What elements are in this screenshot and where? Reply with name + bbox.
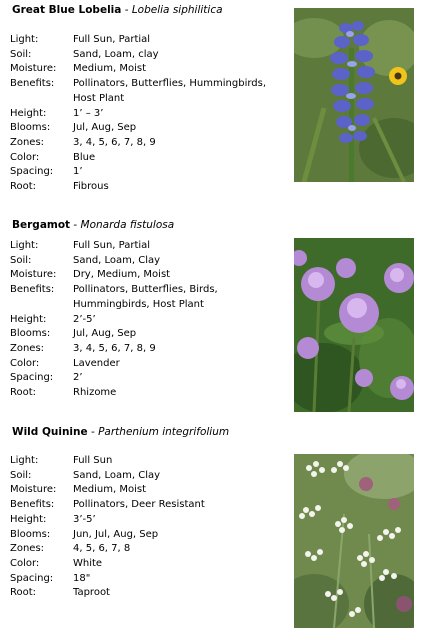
- prop-value: 18": [73, 572, 91, 584]
- title-separator: -: [70, 219, 81, 231]
- prop-spacing: [10, 371, 278, 386]
- prop-value: Fibrous: [73, 181, 109, 193]
- lavender-bergamot-photo: [294, 238, 414, 412]
- prop-light: [10, 33, 278, 48]
- blue-lobelia-photo: [294, 8, 414, 182]
- prop-value: Medium, Moist: [73, 63, 146, 75]
- latin-name: Parthenium integrifolium: [98, 426, 230, 438]
- prop-label: Zones:: [10, 342, 45, 354]
- prop-label: Color:: [10, 151, 40, 163]
- prop-root: [10, 586, 278, 601]
- plant-properties: [10, 33, 278, 195]
- prop-value: 3, 4, 5, 6, 7, 8, 9: [73, 342, 156, 354]
- prop-zones: [10, 342, 278, 357]
- prop-value: 1’: [73, 166, 83, 178]
- prop-label: Height:: [10, 107, 47, 119]
- prop-color: [10, 151, 278, 166]
- prop-blooms: [10, 327, 278, 342]
- prop-color: [10, 557, 278, 572]
- prop-label: Benefits:: [10, 78, 55, 90]
- prop-soil: [10, 469, 278, 484]
- prop-light: [10, 239, 278, 254]
- prop-label: Soil:: [10, 254, 32, 266]
- prop-label: Moisture:: [10, 269, 57, 281]
- prop-benefits: [10, 77, 278, 106]
- prop-value: Full Sun, Partial: [73, 240, 151, 251]
- prop-label: Zones:: [10, 136, 45, 148]
- prop-value: Dry, Medium, Moist: [73, 269, 171, 281]
- prop-spacing: [10, 165, 278, 180]
- prop-label: Blooms:: [10, 122, 51, 134]
- prop-value: Pollinators, Deer Resistant: [73, 499, 205, 511]
- prop-label: Benefits:: [10, 284, 55, 296]
- prop-value: Full Sun: [73, 455, 113, 466]
- prop-label: Light:: [10, 455, 39, 466]
- latin-name: Monarda fistulosa: [80, 219, 175, 231]
- prop-label: Root:: [10, 587, 37, 599]
- prop-label: Moisture:: [10, 63, 57, 75]
- prop-moisture: [10, 62, 278, 77]
- prop-label: Spacing:: [10, 166, 54, 178]
- prop-label: Blooms:: [10, 528, 51, 540]
- prop-label: Root:: [10, 387, 37, 399]
- plant-title: [12, 4, 223, 16]
- prop-label: Root:: [10, 181, 37, 193]
- prop-value: 2’-5’: [73, 313, 96, 325]
- prop-height: [10, 313, 278, 328]
- title-separator: -: [121, 4, 132, 16]
- prop-value: Lavender: [73, 357, 120, 369]
- prop-value: 3’-5’: [73, 513, 96, 525]
- prop-label: Height:: [10, 313, 47, 325]
- prop-spacing: [10, 572, 278, 587]
- common-name: Great Blue Lobelia: [12, 4, 122, 16]
- prop-value: 3, 4, 5, 6, 7, 8, 9: [73, 136, 156, 148]
- prop-value: Blue: [73, 151, 96, 163]
- prop-blooms: [10, 528, 278, 543]
- prop-label: Light:: [10, 240, 39, 251]
- prop-label: Soil:: [10, 48, 32, 60]
- prop-value: Jun, Jul, Aug, Sep: [73, 528, 159, 540]
- prop-label: Soil:: [10, 469, 32, 481]
- prop-value: Full Sun, Partial: [73, 34, 151, 45]
- prop-label: Moisture:: [10, 484, 57, 496]
- prop-value: 4, 5, 6, 7, 8: [73, 543, 131, 555]
- prop-label: Spacing:: [10, 372, 54, 384]
- prop-label: Color:: [10, 357, 40, 369]
- prop-benefits: [10, 498, 278, 513]
- prop-label: Color:: [10, 557, 40, 569]
- prop-benefits: [10, 283, 278, 312]
- prop-light: [10, 454, 278, 469]
- prop-label: Spacing:: [10, 572, 54, 584]
- prop-value: Jul, Aug, Sep: [73, 328, 137, 340]
- prop-height: [10, 107, 278, 122]
- prop-label: Light:: [10, 34, 39, 45]
- plant-title: [12, 219, 174, 231]
- prop-value: Pollinators, Butterflies, Hummingbirds, Host Plant: [73, 78, 267, 104]
- common-name: Wild Quinine: [12, 426, 88, 438]
- plant-properties: [10, 239, 278, 401]
- prop-value: Rhizome: [73, 387, 117, 399]
- prop-moisture: [10, 268, 278, 283]
- prop-soil: [10, 254, 278, 269]
- prop-blooms: [10, 121, 278, 136]
- white-quinine-photo: [294, 454, 414, 628]
- prop-value: Sand, Loam, clay: [73, 48, 159, 60]
- plant-title: [12, 426, 229, 438]
- title-separator: -: [87, 426, 99, 438]
- prop-label: Zones:: [10, 543, 45, 555]
- prop-value: Sand, Loam, Clay: [73, 254, 161, 266]
- prop-height: [10, 513, 278, 528]
- prop-value: Sand, Loam, Clay: [73, 469, 161, 481]
- prop-value: Pollinators, Butterflies, Birds, Hummingbirds, Host Plant: [73, 284, 218, 310]
- prop-value: 1’ – 3’: [73, 107, 104, 119]
- latin-name: Lobelia siphilitica: [131, 4, 223, 16]
- prop-value: White: [73, 557, 103, 569]
- prop-label: Height:: [10, 513, 47, 525]
- prop-color: [10, 357, 278, 372]
- prop-soil: [10, 48, 278, 63]
- prop-zones: [10, 136, 278, 151]
- prop-value: 2’: [73, 372, 83, 384]
- prop-label: Benefits:: [10, 499, 55, 511]
- prop-label: Blooms:: [10, 328, 51, 340]
- prop-root: [10, 180, 278, 195]
- prop-moisture: [10, 483, 278, 498]
- common-name: Bergamot: [12, 219, 71, 231]
- prop-zones: [10, 542, 278, 557]
- prop-value: Jul, Aug, Sep: [73, 122, 137, 134]
- plant-properties: [10, 454, 278, 601]
- prop-value: Taproot: [73, 587, 110, 599]
- prop-value: Medium, Moist: [73, 484, 146, 496]
- prop-root: [10, 386, 278, 401]
